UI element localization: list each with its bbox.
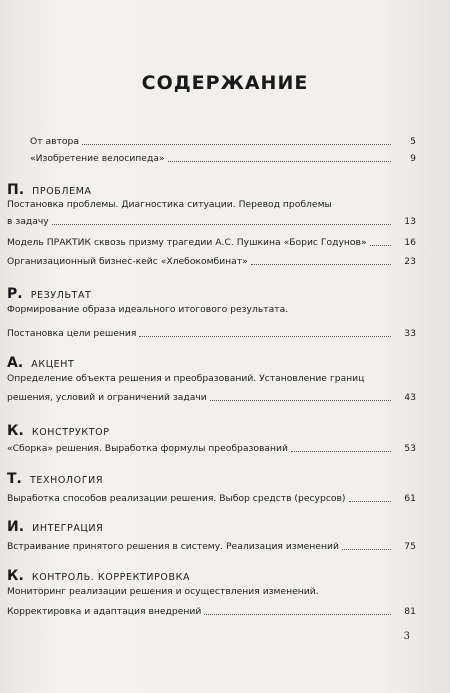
dot-leader bbox=[251, 263, 391, 265]
section-name: РЕЗУЛЬТАТ bbox=[30, 290, 92, 301]
section-letter: Т. bbox=[7, 471, 22, 487]
toc-entry-text: в задачу bbox=[7, 216, 49, 227]
toc-entry-from-author bbox=[30, 136, 416, 147]
toc-entry bbox=[7, 606, 416, 617]
section-letter: П. bbox=[7, 182, 25, 198]
dot-leader bbox=[139, 335, 391, 337]
section-name: ПРОБЛЕМА bbox=[32, 186, 92, 197]
toc-entry bbox=[7, 493, 416, 504]
section-name: АКЦЕНТ bbox=[31, 359, 75, 370]
toc-entry-line: Мониторинг реализации решения и осуществления изменений. bbox=[7, 586, 319, 597]
section-name: ИНТЕГРАЦИЯ bbox=[32, 523, 104, 534]
toc-entry-line: Постановка проблемы. Диагностика ситуации. Перевод проблемы bbox=[7, 199, 332, 210]
toc-entry bbox=[7, 392, 416, 403]
toc-entry-line: Формирование образа идеального итогового результата. bbox=[7, 304, 289, 315]
toc-entry bbox=[7, 541, 416, 552]
section-letter: К. bbox=[7, 423, 24, 439]
toc-entry-text: Встраивание принятого решения в систему. Реализация изменений bbox=[7, 541, 339, 552]
section-heading-problem bbox=[7, 179, 92, 198]
dot-leader bbox=[168, 160, 391, 162]
dot-leader bbox=[342, 548, 391, 550]
toc-page-number: 9 bbox=[410, 153, 416, 164]
section-heading-integration bbox=[7, 516, 103, 535]
toc-entry-text: От автора bbox=[30, 136, 79, 147]
dot-leader bbox=[210, 399, 391, 401]
toc-entry-text: Выработка способов реализации решения. Выбор средств (ресурсов) bbox=[7, 493, 346, 504]
toc-page-number: 5 bbox=[410, 136, 416, 147]
toc-page-number: 75 bbox=[404, 541, 416, 552]
toc-page-number: 33 bbox=[404, 328, 416, 339]
toc-page-number: 53 bbox=[404, 443, 416, 454]
toc-entry bbox=[7, 328, 416, 339]
section-letter: Р. bbox=[7, 286, 23, 302]
section-name: КОНСТРУКТОР bbox=[31, 427, 110, 438]
section-letter: И. bbox=[7, 519, 25, 535]
toc-entry-text: Организационный бизнес-кейс «Хлебокомбинат» bbox=[7, 256, 248, 267]
section-heading-accent bbox=[7, 352, 74, 371]
toc-page-number: 43 bbox=[404, 392, 416, 403]
section-letter: А. bbox=[7, 355, 24, 371]
section-heading-control bbox=[7, 565, 190, 584]
toc-entry-text: Корректировка и адаптация внедрений bbox=[7, 606, 202, 617]
toc-entry bbox=[7, 237, 416, 248]
dot-leader bbox=[82, 143, 391, 145]
dot-leader bbox=[204, 613, 391, 615]
toc-page-number: 13 bbox=[404, 216, 416, 227]
toc-page-number: 23 bbox=[404, 256, 416, 267]
dot-leader bbox=[370, 244, 391, 246]
dot-leader bbox=[349, 500, 392, 502]
section-heading-technology bbox=[7, 468, 103, 487]
section-name: КОНТРОЛЬ. КОРРЕКТИРОВКА bbox=[31, 572, 191, 583]
toc-entry-text: Модель ПРАКТИК сквозь призму трагедии А.С. Пушкина «Борис Годунов» bbox=[7, 237, 367, 248]
section-name: ТЕХНОЛОГИЯ bbox=[29, 475, 104, 486]
toc-entry-invention bbox=[30, 153, 416, 164]
toc-page-number: 61 bbox=[404, 493, 416, 504]
toc-entry-text: «Изобретение велосипеда» bbox=[30, 153, 165, 164]
folio-page-number: 3 bbox=[403, 631, 410, 642]
section-heading-constructor bbox=[7, 420, 110, 439]
toc-entry bbox=[7, 443, 416, 454]
page-title: СОДЕРЖАНИЕ bbox=[141, 72, 309, 94]
section-heading-result bbox=[7, 283, 91, 302]
toc-page-number: 16 bbox=[404, 237, 416, 248]
section-letter: К. bbox=[7, 568, 24, 584]
toc-entry bbox=[7, 216, 416, 227]
toc-entry-text: «Сборка» решения. Выработка формулы преобразований bbox=[7, 443, 288, 454]
toc-entry-text: решения, условий и ограничений задачи bbox=[7, 392, 207, 403]
toc-entry-text: Постановка цели решения bbox=[7, 328, 137, 339]
toc-entry-line: Определение объекта решения и преобразований. Установление границ bbox=[7, 373, 365, 384]
toc-page-number: 81 bbox=[404, 606, 416, 617]
toc-entry bbox=[7, 256, 416, 267]
dot-leader bbox=[291, 450, 391, 452]
dot-leader bbox=[52, 223, 391, 225]
